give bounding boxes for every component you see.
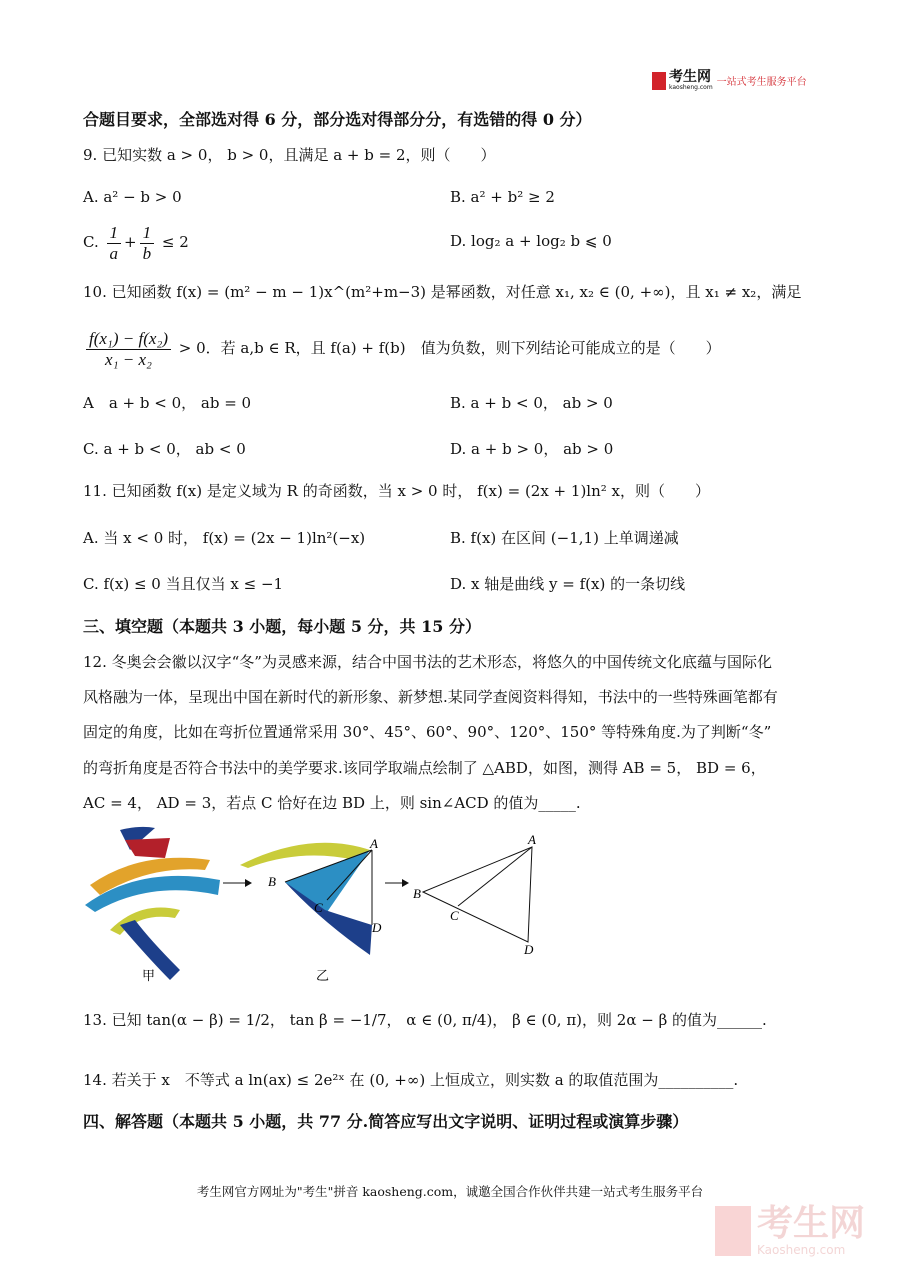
fig1-label-c: C <box>314 900 323 915</box>
arrow-icon <box>385 879 409 887</box>
q9-option-b: B. a² + b² ≥ 2 <box>450 188 555 206</box>
logo-sub: kaosheng.com <box>669 84 713 91</box>
q9-option-c: C. $\frac{1}{a}$ + $\frac{1}{b}$ ≤ 2 <box>83 222 189 263</box>
section-4-title: 四、解答题（本题共 5 小题，共 77 分.简答应写出文字说明、证明过程或演算步骤） <box>83 1112 689 1131</box>
q12-figure <box>80 820 560 990</box>
logo-icon <box>652 72 666 90</box>
logo-name: 考生网 <box>669 69 711 85</box>
section-3-title: 三、填空题（本题共 3 小题，每小题 5 分，共 15 分） <box>83 617 481 636</box>
watermark-logo-icon <box>715 1206 751 1256</box>
q9-c-tail: ≤ 2 <box>161 233 189 251</box>
q10-option-c: C. a + b < 0， ab < 0 <box>83 440 246 458</box>
q12-line: 固定的角度，比如在弯折位置通常采用 30°、45°、60°、90°、120°、150° 等特殊角度.为了判断“冬” <box>83 723 772 741</box>
q14: 14. 若关于 x 不等式 a ln(ax) ≤ 2e²ˣ 在 (0, +∞) 上恒成立，则实数 a 的取值范围为__________. <box>83 1071 739 1089</box>
slogan: 一站式考生服务平台 <box>716 77 807 88</box>
q11-stem: 11. 已知函数 f(x) 是定义域为 R 的奇函数，当 x > 0 时， f(x) = (2x + 1)ln² x，则（ ） <box>83 482 710 500</box>
q10-stem: 10. 已知函数 f(x) = (m² − m − 1)x^(m²+m−3) 是幂函数，对任意 x₁, x₂ ∈ (0, +∞)，且 x₁ ≠ x₂，满足 <box>83 283 802 301</box>
q10-option-a: A a + b < 0， ab = 0 <box>83 394 252 412</box>
fig1-label-a: A <box>370 836 378 851</box>
arrow-icon <box>223 879 252 887</box>
section-intro: 合题目要求，全部选对得 6 分，部分选对得部分分，有选错的得 0 分） <box>83 110 592 129</box>
q10-cont: > 0．若 a,b ∈ R，且 f(a) + f(b) 值为负数，则下列结论可能成立的是（ ） <box>178 339 721 357</box>
fig2-label-c: C <box>450 908 459 923</box>
q10-frac-den: x₁ − x₂ <box>105 349 152 369</box>
fig2-label-b: B <box>413 886 421 901</box>
q12-line: 的弯折角度是否符合书法中的美学要求.该同学取端点绘制了 △ABD，如图，测得 AB = 5， BD = 6， <box>83 759 766 777</box>
q11-option-a: A. 当 x < 0 时， f(x) = (2x − 1)ln²(−x) <box>83 529 366 547</box>
q10-condition <box>83 328 721 370</box>
q11-option-b: B. f(x) 在区间 (−1,1) 上单调递减 <box>450 529 679 547</box>
q13: 13. 已知 tan(α − β) = 1/2， tan β = −1/7， α ∈ (0, π/4)， β ∈ (0, π)，则 2α − β 的值为______. <box>83 1011 767 1029</box>
footer: 考生网官方网址为"考生"拼音 kaosheng.com，诚邀全国合作伙伴共建一站式考生服务平台 <box>196 1184 704 1199</box>
watermark-name: 考生网 <box>757 1203 866 1244</box>
q9-option-d: D. log₂ a + log₂ b ⩽ 0 <box>450 232 612 250</box>
q10-option-d: D. a + b > 0， ab > 0 <box>450 440 614 458</box>
emblem-with-triangle <box>240 843 372 955</box>
watermark-sub: Kaosheng.com <box>757 1243 846 1257</box>
q11-option-d: D. x 轴是曲线 y = f(x) 的一条切线 <box>450 575 686 593</box>
q12-line: 12. 冬奥会会徽以汉字“冬”为灵感来源，结合中国书法的艺术形态，将悠久的中国传统文化底蕴与国际化 <box>83 653 772 671</box>
header-logo <box>652 70 807 91</box>
fig2-label-a: A <box>528 832 536 847</box>
q12-line: 风格融为一体，呈现出中国在新时代的新形象、新梦想.某同学查阅资料得知，书法中的一些特殊画笔都有 <box>83 688 778 706</box>
q10-option-b: B. a + b < 0， ab > 0 <box>450 394 613 412</box>
q9-c-label: C. <box>83 233 99 251</box>
fig1-label-d: D <box>372 920 382 935</box>
triangle-abd <box>423 847 532 942</box>
q9-option-a: A. a² − b > 0 <box>83 188 182 206</box>
watermark <box>715 1205 865 1257</box>
fig1-label-b: B <box>268 874 276 889</box>
q12-line: AC = 4， AD = 3，若点 C 恰好在边 BD 上，则 sin∠ACD 的值为_____. <box>83 794 581 812</box>
q11-option-c: C. f(x) ≤ 0 当且仅当 x ≤ −1 <box>83 575 284 593</box>
winter-olympics-emblem <box>85 827 220 980</box>
q10-frac-num: f(x₁) − f(x₂) <box>86 329 171 350</box>
label-jia: 甲 <box>142 968 156 983</box>
fig2-label-d: D <box>524 942 534 957</box>
label-yi: 乙 <box>316 968 330 983</box>
q9-stem: 9. 已知实数 a > 0， b > 0，且满足 a + b = 2，则（ ） <box>83 146 496 164</box>
